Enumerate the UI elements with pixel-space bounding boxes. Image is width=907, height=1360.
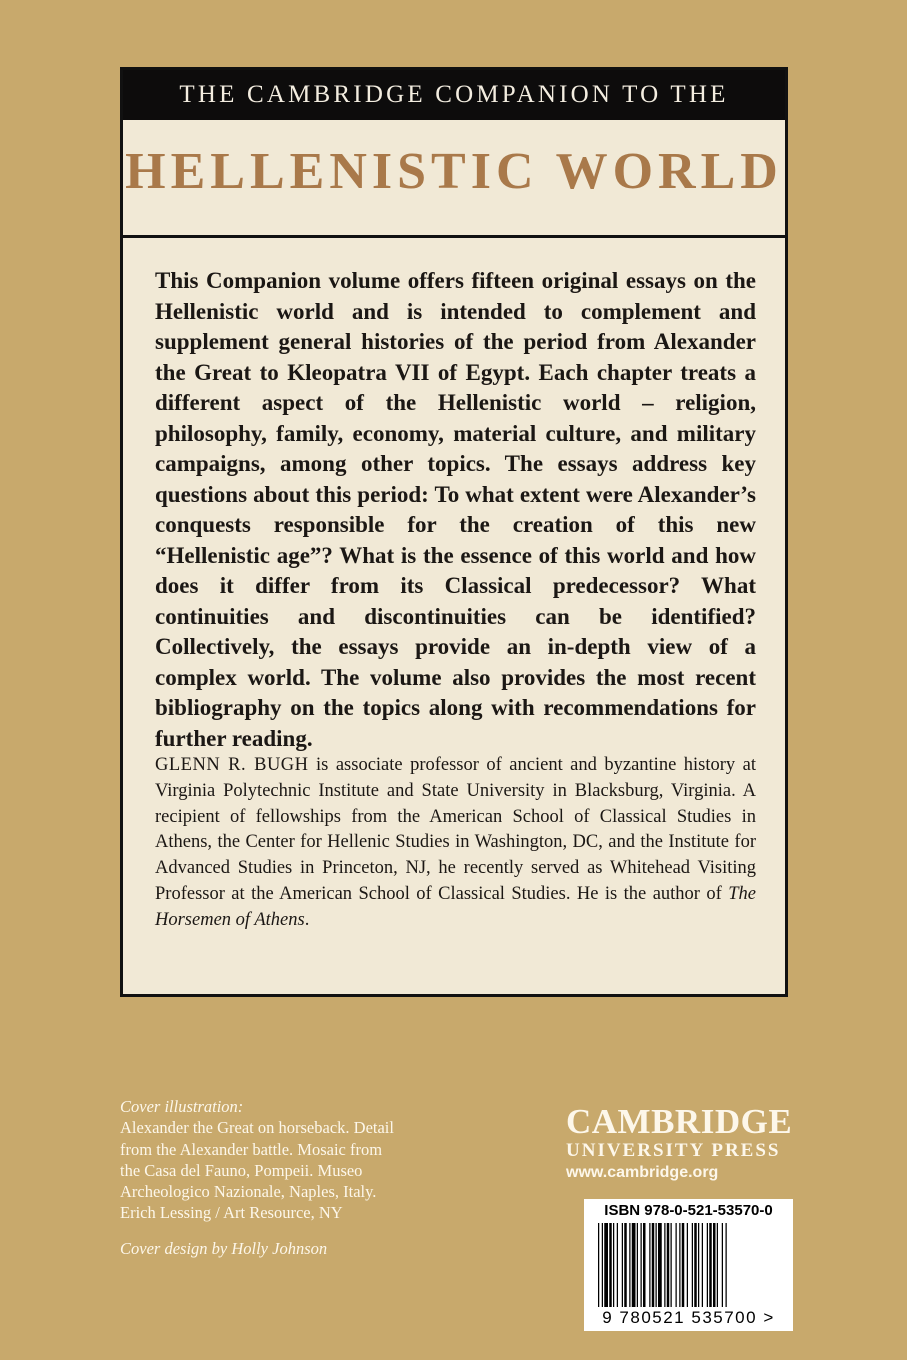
cover-design-credit: Cover design by Holly Johnson <box>120 1238 328 1258</box>
author-bio-text: is associate professor of ancient and byzantine history at Virginia Polytechnic Institute and State University in Blacksburg, Virginia. A recipient of fellowships from the American School of Classical Studies in Athens, the Center for Hellenic Studies in Washington, DC, and the Institute for Advanced Studies in Princeton, NJ, he recently served as Whitehead Visiting Professor at the American School of Classical Studies. He is the author of <box>155 755 756 904</box>
credit-line: Alexander the Great on horseback. Detail <box>120 1118 394 1138</box>
author-bio-end: . <box>304 909 310 930</box>
author-book-title: The Horsemen of Athens <box>155 883 756 930</box>
book-title: HELLENISTIC WORLD <box>125 143 783 200</box>
credit-line: the Casa del Fauno, Pompeii. Museo <box>120 1160 363 1180</box>
cover-credits <box>120 1096 450 1259</box>
credit-line: Archeologico Nazionale, Naples, Italy. <box>120 1182 377 1202</box>
publisher-url: www.cambridge.org <box>566 1164 719 1181</box>
back-cover-panel <box>120 67 788 997</box>
author-name: GLENN R. BUGH <box>155 755 309 775</box>
title-divider <box>123 235 785 238</box>
publisher-logo <box>566 1104 806 1184</box>
credit-line: Erich Lessing / Art Resource, NY <box>120 1203 343 1223</box>
barcode-digits: 9 780521 535700 > <box>602 1308 775 1327</box>
credit-line: from the Alexander battle. Mosaic from <box>120 1139 383 1159</box>
cover-illustration-label: Cover illustration: <box>120 1097 244 1116</box>
isbn-label: ISBN 978-0-521-53570-0 <box>604 1202 773 1219</box>
publisher-name: CAMBRIDGE <box>566 1102 793 1141</box>
description-blurb: This Companion volume offers fifteen original essays on the Hellenistic world and is intended to complement and supplement general histories of the period from Alexander the Great to Kleopatra VII of Egypt. Each chapter treats a different aspect of the Hellenistic world – religion, philosophy, family, economy, material culture, and military campaigns, among other topics. The essays address key questions about this period: To what extent were Alexander’s conquests responsible for the creation of this new “Hellenistic age”? What is the essence of this world and how does it differ from its Classical predecessor? What continuities and discontinuities can be identified? Collectively, the essays provide an in-depth view of a complex world. The volume also provides the most recent bibliography on the topics along with recommendations for further reading. <box>155 268 756 751</box>
author-bio <box>155 753 756 934</box>
series-title-bar: THE CAMBRIDGE COMPANION TO THE <box>123 70 785 120</box>
barcode-box <box>584 1199 793 1331</box>
publisher-subtitle: UNIVERSITY PRESS <box>566 1140 781 1161</box>
